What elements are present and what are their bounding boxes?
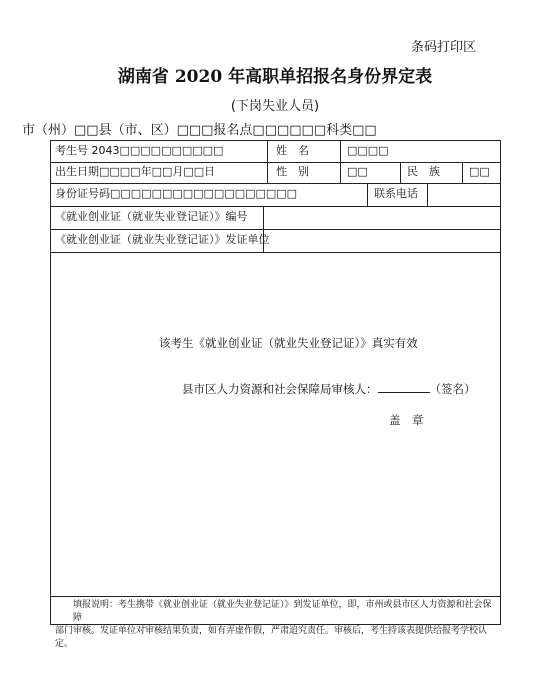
instructions-line-2: 部门审核。发证单位对审核结果负责，如有弄虚作假，严肃追究责任。审核后，考生持该表提供给报考学校认定。: [55, 626, 488, 649]
name-field[interactable]: □□□□: [347, 144, 389, 157]
ethnic-field[interactable]: □□: [469, 165, 490, 178]
identity-form: [50, 140, 501, 649]
page-subtitle: (下岗失业人员): [230, 99, 320, 114]
form-row-cert-issuer: [51, 229, 500, 253]
phone-label: 联系电话: [368, 183, 428, 206]
filling-instructions: [51, 596, 500, 649]
barcode-print-area: 条码打印区: [411, 40, 477, 55]
reviewer-label: 县市区人力资源和社会保障局审核人：: [182, 382, 378, 396]
cert-issuer-field[interactable]: [264, 229, 502, 252]
cert-number-field[interactable]: [264, 206, 502, 229]
validity-statement: 该考生《就业创业证（就业失业登记证）》真实有效: [159, 336, 418, 350]
id-number-field[interactable]: 身份证号码□□□□□□□□□□□□□□□□□□: [51, 183, 368, 206]
signature-label: （签名）: [429, 382, 476, 396]
exam-number-field[interactable]: 考生号 2043□□□□□□□□□□: [51, 141, 268, 162]
page-title: 湖南省 2020 年高职单招报名身份界定表: [117, 67, 433, 87]
form-row-id: [51, 183, 500, 207]
gender-field[interactable]: □□: [341, 162, 401, 183]
instructions-line-1: 填报说明：考生携带《就业创业证（就业失业登记证）》到发证单位，即，市州或县市区人力资源和社会保障: [73, 600, 492, 623]
form-row-exam: [51, 141, 500, 163]
seal-label: 盖 章: [389, 413, 424, 427]
gender-label: 性 别: [268, 162, 341, 183]
reviewer-line: [182, 381, 476, 397]
ethnic-label: 民 族: [401, 162, 463, 183]
phone-field[interactable]: [428, 183, 502, 206]
registration-location-line: 市（州）□□县（市、区）□□□报名点□□□□□□科类□□: [22, 123, 377, 138]
birth-date-field[interactable]: 出生日期□□□□年□□月□□日: [51, 162, 268, 183]
cert-issuer-label: 《就业创业证（就业失业登记证）》发证单位: [51, 229, 264, 252]
reviewer-signature-blank[interactable]: [378, 382, 430, 393]
cert-number-label: 《就业创业证（就业失业登记证）》编号: [51, 206, 264, 229]
form-row-cert-number: [51, 206, 500, 230]
name-label: 姓 名: [268, 141, 341, 162]
form-row-birth: [51, 162, 500, 184]
